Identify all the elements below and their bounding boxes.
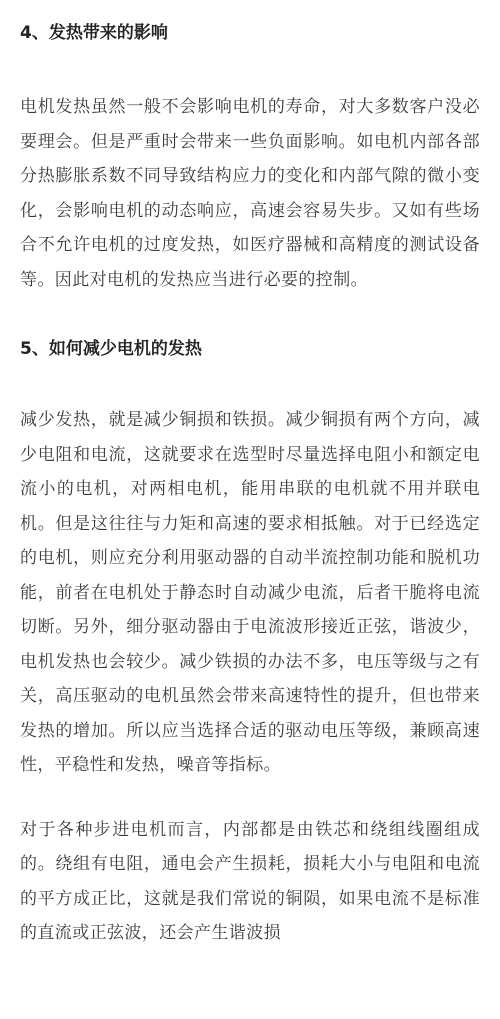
paragraph-reduce-losses: 减少发热，就是减少铜损和铁损。减少铜损有两个方向，减少电阻和电流，这就要求在选型时尽量选择电阻小和额定电流小的电机，对两相电机，能用串联的电机就不用并联电机。但是这往往与力矩和高速的要求相抵触。对于已经选定的电机，则应充分利用驱动器的自动半流控制功能和脱机功能，前者在电机处于静态时自动减少电流，后者干脆将电流切断。另外，细分驱动器由于电流波形接近正弦，谐波少，电机发热也会较少。减少铁损的办法不多，电压等级与之有关，高压驱动的电机虽然会带来高速特性的提升，但也带来发热的增加。所以应当选择合适的驱动电压等级，兼顾高速性，平稳性和发热，噪音等指标。 (20, 410, 480, 775)
paragraph-stepper-motor-losses: 对于各种步进电机而言，内部都是由铁芯和绕组线圈组成的。绕组有电阻，通电会产生损耗，损耗大小与电阻和电流的平方成正比，这就是我们常说的铜陨，如果电流不是标准的直流或正弦波，还会产生谐波损 (20, 819, 480, 943)
section-heading-reduce-heat: 5、如何减少电机的发热 (20, 339, 202, 359)
paragraph-heat-effects: 电机发热虽然一般不会影响电机的寿命，对大多数客户没必要理会。但是严重时会带来一些负面影响。如电机内部各部分热膨胀系数不同导致结构应力的变化和内部气隙的微小变化，会影响电机的动态响应，高速会容易失步。又如有些场合不允许电机的过度发热，如医疗器械和高精度的测试设备等。因此对电机的发热应当进行必要的控制。 (20, 97, 480, 290)
section-heading-heat-effects: 4、发热带来的影响 (20, 23, 168, 43)
